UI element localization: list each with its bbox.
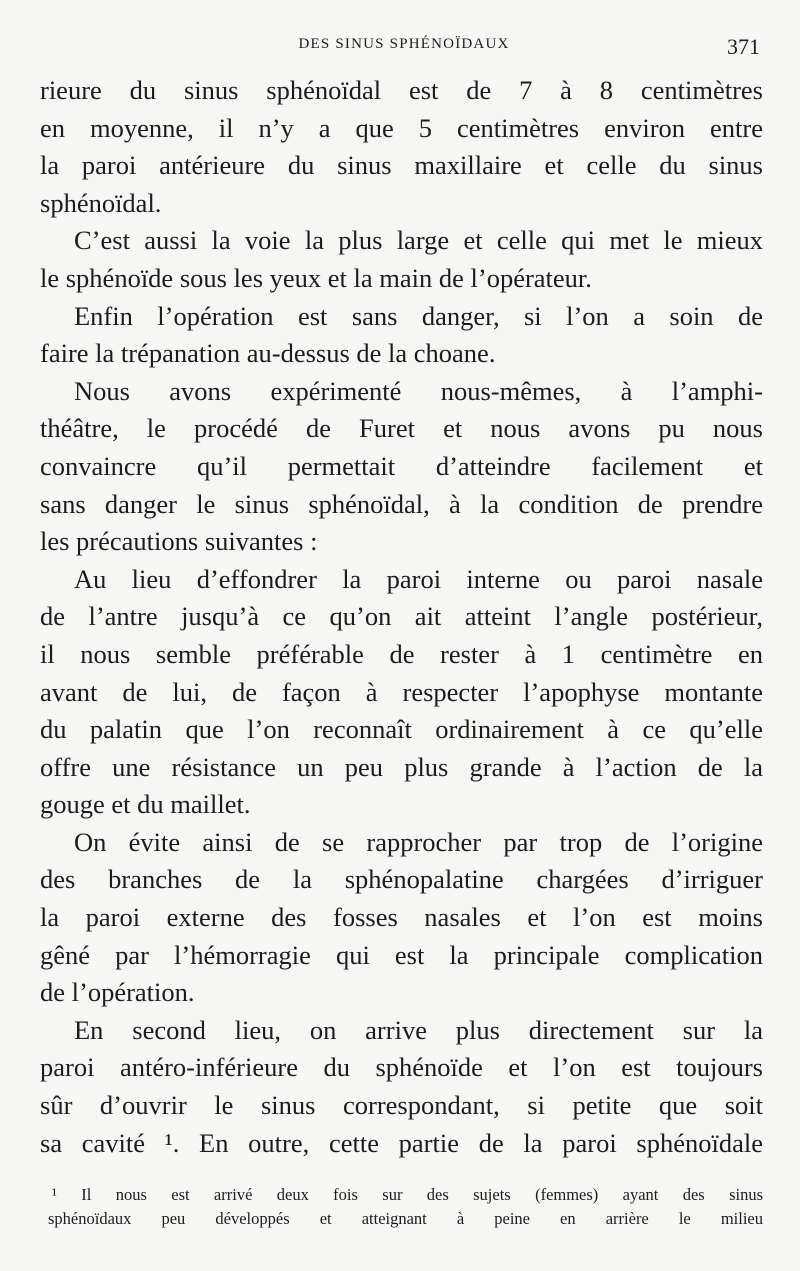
- text-line: la paroi externe des fosses nasales et l’on est moins: [40, 902, 763, 933]
- text-line: paroi antéro-inférieure du sphénoïde et l’on est toujours: [40, 1052, 763, 1083]
- text-line: rieure du sinus sphénoïdal est de 7 à 8 centimètres: [40, 75, 763, 105]
- text-line: la paroi antérieure du sinus maxillaire et celle du sinus: [40, 150, 763, 181]
- text-line: il nous semble préférable de rester à 1 centimètre en: [40, 638, 763, 669]
- text-line: gouge et du maillet.: [40, 789, 251, 820]
- running-title: DES SINUS SPHÉNOÏDAUX: [298, 36, 510, 52]
- text-line: offre une résistance un peu plus grande à l’action de la: [40, 751, 763, 782]
- page-number: 371: [727, 34, 760, 59]
- text-line: Enfin l’opération est sans danger, si l’on a soin de: [74, 300, 763, 331]
- text-line: sûr d’ouvrir le sinus correspondant, si petite que soit: [40, 1090, 763, 1121]
- text-line: sa cavité ¹. En outre, cette partie de la paroi sphénoïdale: [40, 1127, 763, 1158]
- text-line: C’est aussi la voie la plus large et celle qui met le mieux: [74, 225, 763, 256]
- text-line: Au lieu d’effondrer la paroi interne ou paroi nasale: [74, 563, 763, 594]
- footnotes: [48, 1183, 763, 1231]
- text-line: théâtre, le procédé de Furet et nous avons pu nous: [40, 413, 763, 444]
- text-line: convaincre qu’il permettait d’atteindre facilement et: [40, 450, 763, 481]
- text-line: gêné par l’hémorragie qui est la principale complication: [40, 939, 763, 970]
- footnote-line: ¹ Il nous est arrivé deux fois sur des sujets (femmes) ayant des sinus: [52, 1185, 763, 1204]
- text-line: de l’antre jusqu’à ce qu’on ait atteint l’angle postérieur,: [40, 601, 763, 632]
- text-line: de l’opération.: [40, 977, 195, 1008]
- text-line: sphénoïdal.: [40, 187, 162, 218]
- text-line: On évite ainsi de se rapprocher par trop de l’origine: [74, 826, 763, 857]
- text-line: le sphénoïde sous les yeux et la main de l’opérateur.: [40, 262, 592, 293]
- footnote-line: sphénoïdaux peu développés et atteignant à peine en arrière le milieu: [48, 1209, 763, 1228]
- text-line: avant de lui, de façon à respecter l’apophyse montante: [40, 676, 763, 707]
- text-line: du palatin que l’on reconnaît ordinairement à ce qu’elle: [40, 714, 763, 745]
- text-line: les précautions suivantes :: [40, 526, 318, 557]
- running-head: [40, 36, 768, 62]
- text-line: Nous avons expérimenté nous-mêmes, à l’amphi-: [74, 375, 763, 406]
- text-line: En second lieu, on arrive plus directement sur la: [74, 1014, 763, 1045]
- text-line: faire la trépanation au-dessus de la choane.: [40, 338, 496, 369]
- text-line: sans danger le sinus sphénoïdal, à la condition de prendre: [40, 488, 763, 519]
- text-line: des branches de la sphénopalatine chargées d’irriguer: [40, 864, 763, 895]
- text-line: en moyenne, il n’y a que 5 centimètres environ entre: [40, 112, 763, 143]
- body-text: [40, 72, 763, 1162]
